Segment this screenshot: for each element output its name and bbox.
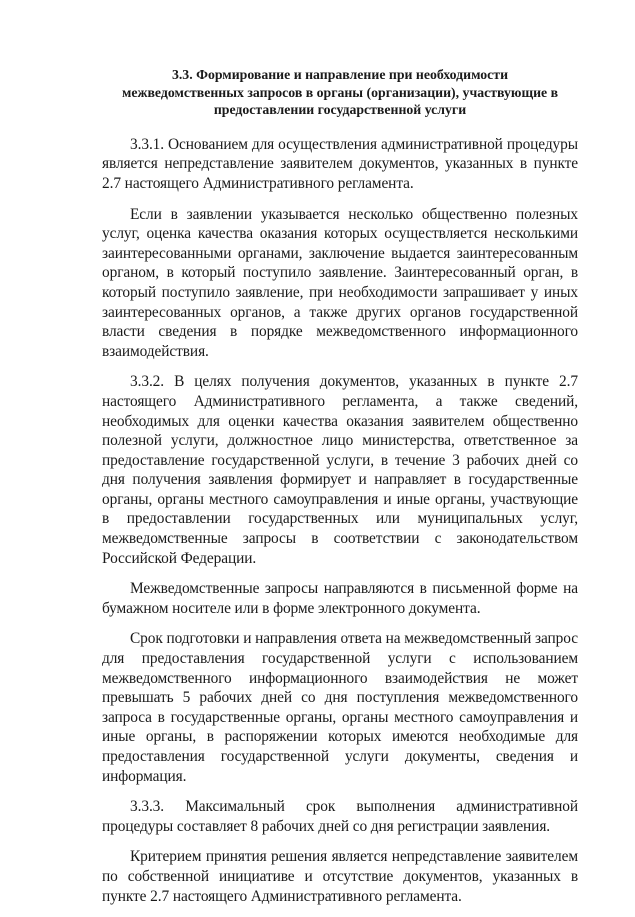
- paragraph-decision-criterion: Критерием принятия решения является непредставление заявителем по собственной инициативе и отсутствие документов, указанных в пункте 2.7 настоящего Административного регламента.: [102, 848, 578, 905]
- paragraph-request-form: Межведомственные запросы направляются в письменной форме на бумажном носителе или в форме электронного документа.: [102, 580, 578, 617]
- paragraph-3-3-3: 3.3.3. Максимальный срок выполнения административной процедуры составляет 8 рабочих дней со дня регистрации заявления.: [102, 798, 578, 835]
- paragraph-response-deadline: Срок подготовки и направления ответа на межведомственный запрос для предоставления государственной услуги с использованием межведомственного информационного взаимодействия не может превышать 5 рабочих дней со дня поступления межведомственного запроса в государственные органы, органы местного самоуправления и иные органы, в распоряжении которых имеются необходимые для предоставления государственной услуги документы, сведения и информация.: [102, 630, 578, 785]
- heading-line: предоставлении государственной услуги: [213, 102, 467, 118]
- heading-line: межведомственных запросов в органы (организации), участвующие в: [121, 84, 559, 100]
- heading-line: 3.3. Формирование и направление при необходимости: [171, 67, 509, 82]
- paragraph-3-3-2: 3.3.2. В целях получения документов, указанных в пункте 2.7 настоящего Административного регламента, а также сведений, необходимых для оценки качества оказания заявителем общественно полезной услуги, должностное лицо министерства, ответственное за предоставление государственной услуги, в течение 3 рабочих дней со дня получения заявления формирует и направляет в государственные органы, органы местного самоуправления и иные органы, участвующие в предоставлении государственных или муниципальных услуг, межведомственные запросы в соответствии с законодательством Российской Федерации.: [102, 373, 578, 567]
- section-heading: [102, 66, 578, 119]
- paragraph-multiple-services: Если в заявлении указывается несколько общественно полезных услуг, оценка качества оказания которых осуществляется несколькими заинтересованными органами, заключение выдается заинтересованным органом, в который поступило заявление. Заинтересованный орган, в который поступило заявление, при необходимости запрашивает у иных заинтересованных органов, а также других органов государственной власти сведения в порядке межведомственного информационного взаимодействия.: [102, 205, 578, 360]
- document-page: [102, 66, 578, 917]
- paragraph-3-3-1: 3.3.1. Основанием для осуществления административной процедуры является непредставление заявителем документов, указанных в пункте 2.7 настоящего Административного регламента.: [102, 135, 578, 192]
